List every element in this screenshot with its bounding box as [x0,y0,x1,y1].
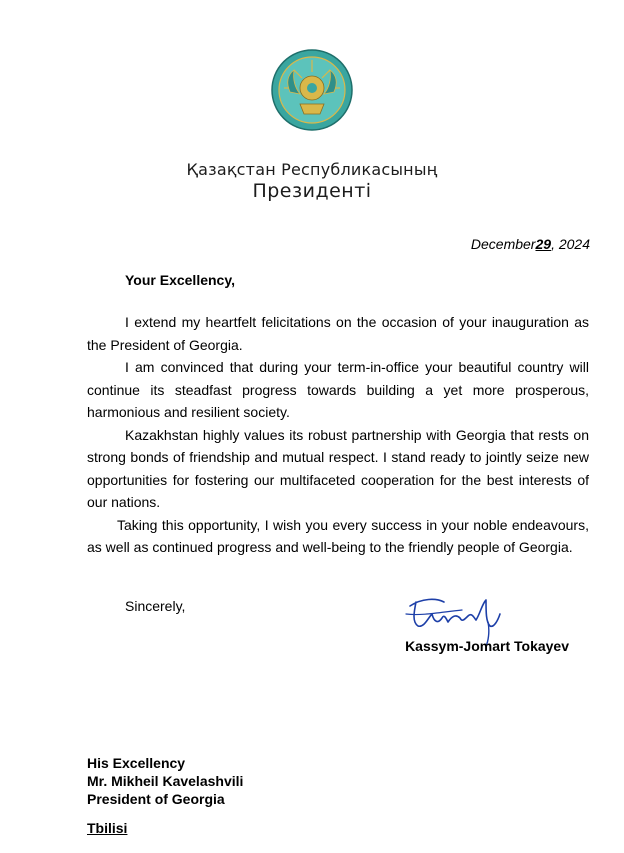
recipient-title: His Excellency [87,755,186,771]
recipient-name: Mr. Mikheil Kavelashvili [87,773,244,789]
body-paragraph: Kazakhstan highly values its robust partnership with Georgia that rests on strong bonds of friendship and mutual respect. I stand ready to jointly seize new opportunities for fostering our multifaceted cooperation for the best interests of our nations. [87,426,589,510]
kazakhstan-state-emblem-icon [270,48,354,132]
letter-body [87,311,589,559]
recipient-city: Tbilisi [87,820,128,836]
recipient-block [87,754,243,808]
recipient-position: President of Georgia [87,791,225,807]
body-paragraph: Taking this opportunity, I wish you every success in your noble endeavours, as well as continued progress and well-being to the friendly people of Georgia. [87,516,589,555]
signer-name: Kassym-Jomart Tokayev [405,638,569,654]
date-day: 29 [535,236,552,252]
body-paragraph: I am convinced that during your term-in-office your beautiful country will continue its steadfast progress towards building a yet more prosperous, harmonious and resilient society. [87,359,589,420]
date-month: December [470,236,536,252]
org-name-line2: Президенті [252,180,372,202]
body-paragraph: I extend my heartfelt felicitations on the occasion of your inauguration as the President of Georgia. [87,314,589,353]
date-year: , 2024 [551,236,590,252]
salutation: Your Excellency, [125,272,235,288]
org-name-line1: Қазақстан Республикасының [186,160,438,179]
letter-date [471,236,590,252]
closing: Sincerely, [125,598,186,614]
